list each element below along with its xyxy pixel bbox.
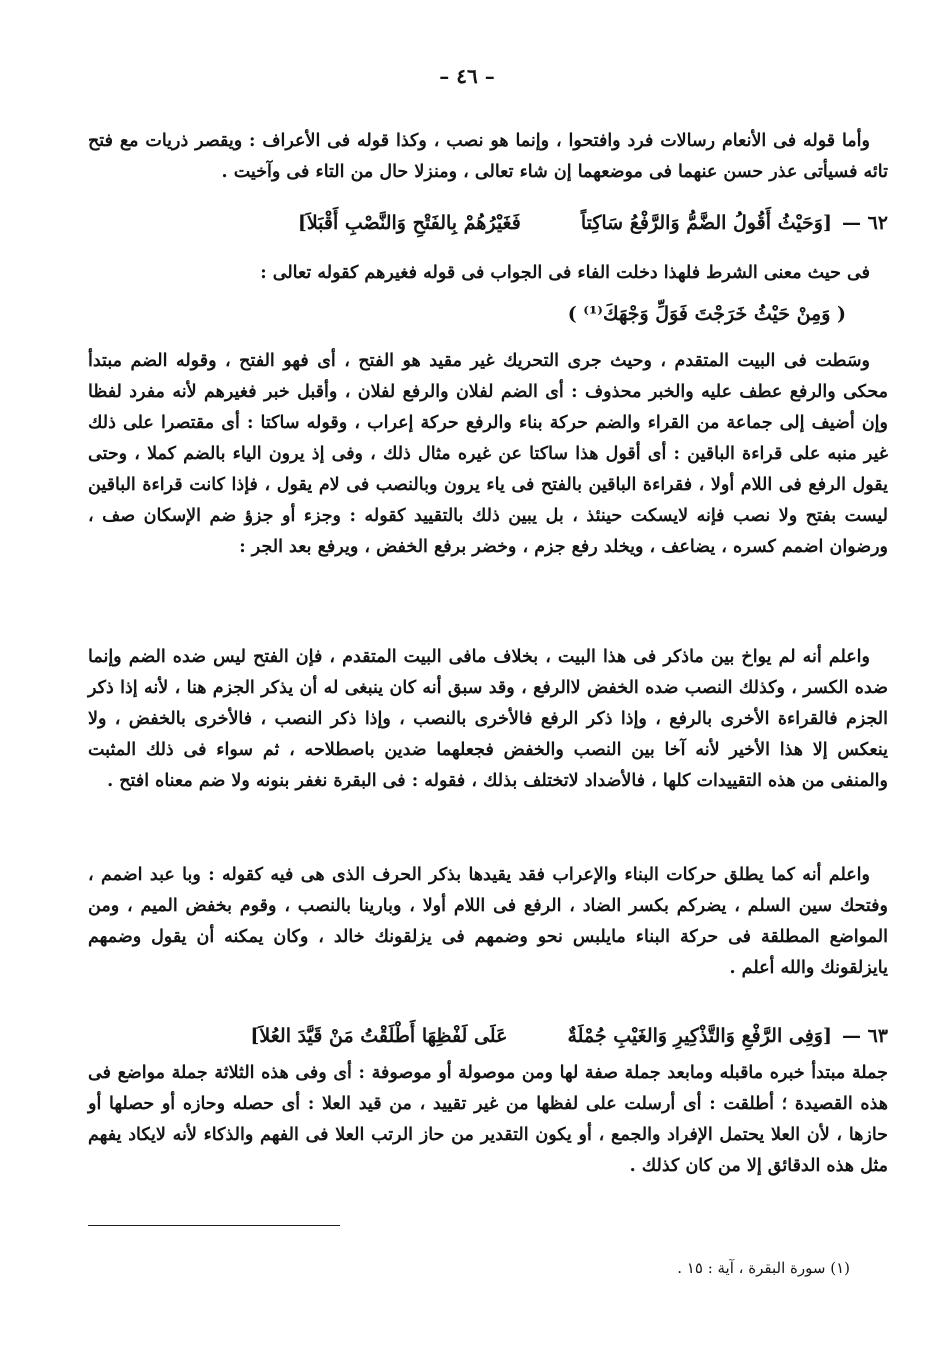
paragraph-verse-62-commentary: وسَطت فى البيت المتقدم ، وحيث جرى التحريك غير مقيد هو الفتح ، أى فهو الفتح ، وقوله الضم مبتدأ محكى والرفع عطف عليه والخبر محذوف : أى الضم لفلان والرفع لفلان ، وأقبل خبر فغيرهم لأنه مفرد لفظا وإن أضيف إلى جماعة من القراء والضم حركة بناء والرفع حركة إعراب ، وقوله ساكتا : أى مقتصرا على ذلك غير منبه على قراءة الباقين : أى أقول هذا ساكتا عن غيره مثال ذلك ، وفى إذ يرون الياء بالضم كملا ، وحتى يقول الرفع فى اللام أولا ، فقراءة الباقين بالفتح فى ياء يرون وبالنصب فى لام يقول ، فإذا كانت قراءة الباقين ليست بفتح ولا نصب فإنه لايسكت حينئذ ، بل يبين ذلك بالتقييد كقوله : وجزء أو جزؤ ضم الإسكان صف ، ورضوان اضمم كسره ، يضاعف ، ويخلد رفع جزم ، وخضر برفع الخفض ، ويرفع بعد الجر : — [88, 351, 888, 557]
verse-62-second-hemistich: فَغَيْرُهُمْ بِالفَتْحِ وَالنَّصْبِ أَقْبَلاَ] — [297, 212, 521, 234]
verse-62-first-hemistich: [وَحَيْثُ أَقُولُ الضَّمُّ وَالرَّفْعُ سَاكِتاً — [580, 212, 832, 234]
paragraph-haythu-explanation: فى حيث معنى الشرط فلهذا دخلت الفاء فى الجواب فى قوله فغيرهم كقوله تعالى : — [260, 263, 870, 283]
paragraph-opposites: واعلم أنه لم يواخ بين ماذكر فى هذا البيت ، بخلاف مافى البيت المتقدم ، فإن الفتح ليس ضده الضم وإنما ضده الكسر ، وكذلك النصب ضده الخفض لاالرفع ، وقد سبق أنه كان ينبغى له أن يذكر الجزم هنا ، لأنه إذا ذكر الجزم فالقراءة الأخرى بالرفع ، وإذا ذكر الرفع فالأخرى بالنصب ، وإذا ذكر النصب ، فالأخرى بالخفض ، ولا ينعكس إلا هذا الأخير لأنه آخا بين النصب والخفض فجعلهما ضدين باصطلاحه ، ثم سواء فى ذلك المثبت والمنفى من هذه التقييدات كلها ، فالأضداد لاتختلف بذلك ، فقوله : فى البقرة نغفر بنونه ولا ضم معناه افتح . — [88, 647, 888, 791]
page-number: – ٤٦ – — [439, 64, 495, 88]
paragraph-verse-63-commentary: جملة مبتدأ خبره ماقبله ومابعد جملة صفة لها ومن موصولة أو موصوفة : أى وفى هذه الثلاثة جملة مواضع فى هذه القصيدة ؛ أطلقت : أى أرسلت على لفظها من غير تقييد ، من قيد العلا : أى حصله وحازه أو حصلها أو حازها ، لأن العلا يحتمل الإفراد والجمع ، أو يكون التقدير من حاز الرتب العلا فى الفهم والذكاء لأنه لايكاد يفهم مثل هذه الدقائق إلا من كان كذلك . — [88, 1063, 888, 1176]
footnote: (١) سورة البقرة ، آية : ١٥ . — [677, 1259, 850, 1277]
verse-63-second-hemistich: عَلَى لَفْظِهَا أَطْلَقْتُ مَنْ قَيَّدَ العُلاَ] — [250, 1025, 508, 1047]
quran-quote: ( وَمِنْ حَيْثُ خَرَجْتَ فَوَلِّ وَجْهَكَ⁽¹⁾ ) — [567, 303, 846, 325]
verse-62-number: ٦٢ — — [841, 212, 888, 234]
verse-63-number: ٦٣ — — [841, 1025, 888, 1047]
paragraph-anam-araf: وأما قوله فى الأنعام رسالات فرد وافتحوا ، وإنما هو نصب ، وكذا قوله فى الأعراف : ويقصر ذريات مع فتح تائه فسيأتى عذر حسن عنهما فى موضعهما إن شاء تعالى ، ومنزلا حال من التاء فى وآخيت . — [88, 131, 888, 182]
footnote-divider — [88, 1225, 340, 1226]
verse-63 — [88, 1016, 888, 1056]
verse-62 — [88, 203, 888, 243]
verse-63-first-hemistich: [وَفِى الرَّفْعِ وَالتَّذْكِيرِ وَالغَيْبِ جُمْلَةٌ — [567, 1025, 832, 1047]
paragraph-restricted-vowels: واعلم أنه كما يطلق حركات البناء والإعراب فقد يقيدها بذكر الحرف الذى هى فيه كقوله : وبا عبد اضمم ، وفتحك سين السلم ، يضركم بكسر الضاد ، الرفع فى اللام أولا ، وبارينا بالنصب ، وقوم بخفض الميم ، ومن المواضع المطلقة فى حركة البناء مايلبس نحو وضمهم فى يزلقونك خالد ، وكان يمكنه أن يقول وضمهم يايزلقونك والله أعلم . — [88, 865, 888, 978]
